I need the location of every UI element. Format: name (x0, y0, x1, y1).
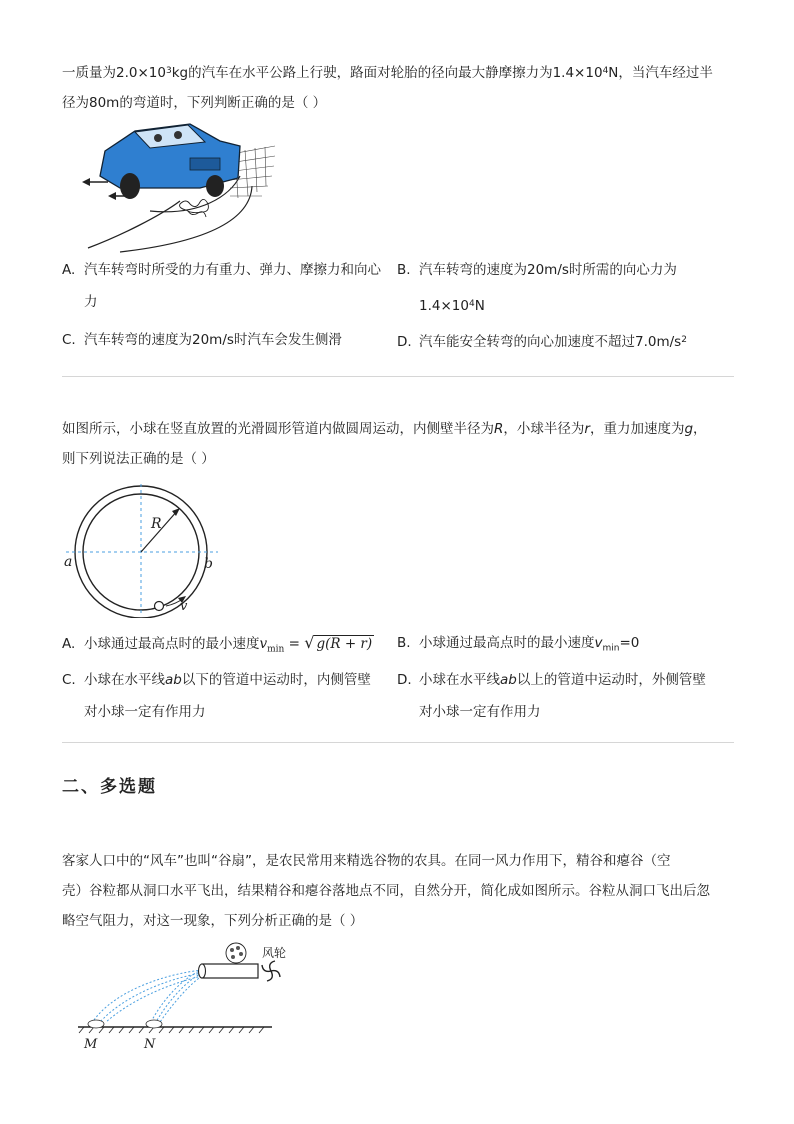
q2-circle-figure (62, 482, 222, 618)
q2-option-c[interactable]: C. 小球在水平线ab以下的管道中运动时，内侧管壁 对小球一定有作用力 (62, 672, 371, 720)
label-R: R (151, 516, 162, 532)
q1-option-a[interactable]: A. 汽车转弯时所受的力有重力、弹力、摩擦力和向心 力 (62, 262, 381, 310)
q2-stem-line2: 则下列说法正确的是（ ） (62, 451, 215, 467)
divider (62, 376, 734, 377)
q1-option-d[interactable]: D. 汽车能安全转弯的向心加速度不超过$7.0m/s^2$ (397, 334, 687, 350)
label-v: v (180, 599, 188, 614)
divider (62, 742, 734, 743)
q1-stem (62, 58, 734, 118)
q3-stem: 客家人口中的“风车”也叫“谷扇”，是农民常用来精选谷物的农具。在同一风力作用下，精谷和瘪谷（空 壳）谷粒都从洞口水平飞出，结果精谷和瘪谷落地点不同，自然分开，简化成如图所示。谷粒从洞口飞出后忽 略空气阻力，对这一现象，下列分析正确的是（ ） (62, 853, 710, 929)
q1-stem-line2: 径为80m的弯道时，下列判断正确的是（ ） (62, 95, 327, 111)
q1-option-b[interactable]: B. 汽车转弯的速度为20m/s时所需的向心力为 $1.4\times 10^4N$ (397, 262, 677, 314)
label-wind-wheel: 风轮 (262, 946, 287, 960)
q2-option-d[interactable]: D. 小球在水平线ab以上的管道中运动时，外侧管壁 对小球一定有作用力 (397, 672, 706, 720)
q1-stem-line1: 一质量为$2.0\times 10^3kg$的汽车在水平公路上行驶，路面对轮胎的径向最大静摩擦力为$1.4\times 10^4N$，当汽车经过半 (62, 65, 713, 81)
q2-stem-line1: 如图所示，小球在竖直放置的光滑圆形管道内做圆周运动，内侧壁半径为R，小球半径为r，重力加速度为g， (62, 421, 707, 437)
label-N: N (144, 1037, 156, 1052)
q3-fan-figure (76, 940, 306, 1052)
q1-car-figure (80, 116, 280, 254)
q2-stem (62, 414, 734, 474)
label-M: M (84, 1037, 98, 1052)
q2-option-a[interactable]: A. 小球通过最高点时的最小速度$v_{min}$ = √ g(R + r) (62, 633, 373, 655)
q2-option-b[interactable]: B. 小球通过最高点时的最小速度$v_{min}=0$ (397, 635, 640, 654)
label-a: a (64, 554, 73, 570)
q1-option-c[interactable]: C. 汽车转弯的速度为20m/s时汽车会发生侧滑 (62, 332, 342, 348)
label-b: b (204, 556, 213, 572)
section-title: 二、多选题 (62, 777, 157, 797)
